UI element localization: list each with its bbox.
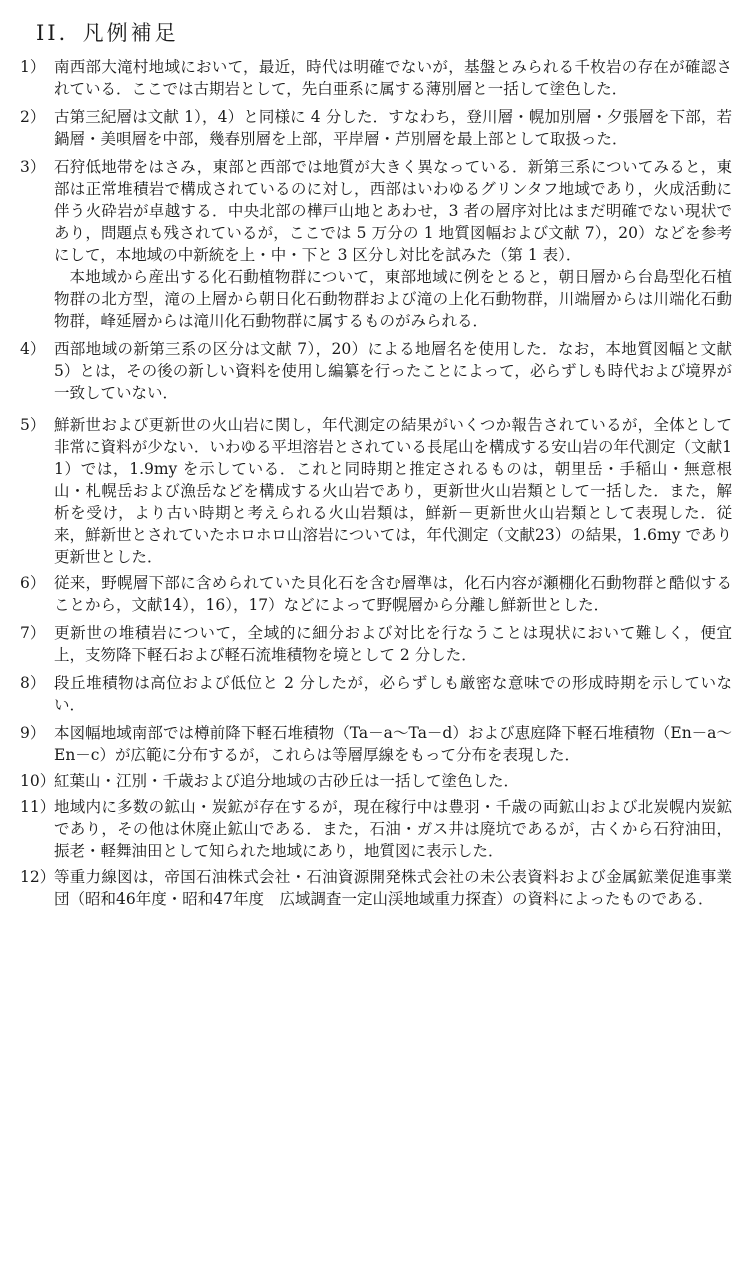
note-number: 11）	[20, 798, 56, 816]
note-12	[20, 866, 732, 910]
note-number: 9）	[20, 724, 46, 742]
note-1	[20, 56, 732, 100]
note-text: 古第三紀層は文献 1），4）と同様に 4 分した．すなわち，登川層・幌加別層・夕張層を下部，若鍋層・美唄層を中部，幾春別層を上部，平岸層・芦別層を最上部として取扱った．	[54, 108, 732, 148]
note-number: 4）	[20, 340, 46, 358]
note-text: 本図幅地域南部では樽前降下軽石堆積物（Ta－a～Ta－d）および恵庭降下軽石堆積物（En－a～En－c）が広範に分布するが，これらは等層厚線をもって分布を表現した．	[54, 724, 732, 764]
note-number: 12）	[20, 868, 56, 886]
note-number: 5）	[20, 416, 46, 434]
note-10	[20, 770, 732, 792]
note-text: 地域内に多数の鉱山・炭鉱が存在するが，現在稼行中は豊羽・千歳の両鉱山および北炭幌内炭鉱であり，その他は休廃止鉱山である．また，石油・ガス井は廃坑であるが，古くから石狩油田，振老・軽舞油田として知られた地域にあり，地質図に表示した．	[54, 798, 732, 860]
legend-notes-list	[20, 56, 732, 910]
note-11	[20, 796, 732, 862]
note-text: 等重力線図は，帝国石油株式会社・石油資源開発株式会社の未公表資料および金属鉱業促進事業団（昭和46年度・昭和47年度 広域調査一定山渓地域重力探査）の資料によったものである．	[54, 868, 732, 908]
note-number: 2）	[20, 108, 46, 126]
note-text: 南西部大滝村地域において，最近，時代は明確でないが，基盤とみられる千枚岩の存在が確認されている．ここでは古期岩として，先白亜系に属する薄別層と一括して塗色した．	[54, 58, 732, 98]
note-text: 更新世の堆積岩について，全域的に細分および対比を行なうことは現状において難しく，便宜上，支笏降下軽石および軽石流堆積物を境として 2 分した．	[54, 624, 732, 664]
note-2	[20, 106, 732, 150]
note-7	[20, 622, 732, 666]
note-number: 8）	[20, 674, 46, 692]
note-number: 3）	[20, 158, 46, 176]
note-text: 鮮新世および更新世の火山岩に関し，年代測定の結果がいくつか報告されているが，全体として非常に資料が少ない．いわゆる平坦溶岩とされている長尾山を構成する安山岩の年代測定（文献11）では，1.9my を示している．これと同時期と推定されるものは，朝里岳・手稲山・無意根山・札幌岳および漁岳などを構成する火山岩であり，更新世火山岩類として一括した．また，解析を受け，より古い時期と考えられる火山岩類は，鮮新－更新世火山岩類として表現した．従来，鮮新世とされていたホロホロ山溶岩については，年代測定（文献23）の結果，1.6my であり更新世とした．	[54, 416, 732, 566]
note-text: 西部地域の新第三系の区分は文献 7），20）による地層名を使用した．なお，本地質図幅と文献 5）とは，その後の新しい資料を使用し編纂を行ったことによって，必らずしも時代および境界が一致していない．	[54, 340, 732, 402]
note-text: 段丘堆積物は高位および低位と 2 分したが，必らずしも厳密な意味での形成時期を示していない．	[54, 674, 732, 714]
note-5	[20, 414, 732, 568]
note-9	[20, 722, 732, 766]
note-6	[20, 572, 732, 616]
note-text-continued: 本地域から産出する化石動植物群について，東部地域に例をとると，朝日層から台島型化石植物群の北方型，滝の上層から朝日化石動物群および滝の上化石動物群，川端層からは川端化石動物群，峰延層からは滝川化石動物群に属するものがみられる．	[54, 268, 732, 330]
note-text: 石狩低地帯をはさみ，東部と西部では地質が大きく異なっている．新第三系についてみると，東部は正常堆積岩で構成されているのに対し，西部はいわゆるグリンタフ地域であり，火成活動に伴う火砕岩が卓越する．中央北部の樺戸山地とあわせ，3 者の層序対比はまだ明確でない現状であり，問題点も残されているが，ここでは 5 万分の 1 地質図幅および文献 7），20）などを参考にして，本地域の中新統を上・中・下と 3 区分し対比を試みた（第 1 表）．	[54, 158, 732, 264]
note-3	[20, 156, 732, 332]
note-text: 紅葉山・江別・千歳および追分地域の古砂丘は一括して塗色した．	[54, 772, 520, 790]
note-number: 6）	[20, 574, 46, 592]
note-number: 7）	[20, 624, 46, 642]
note-number: 1）	[20, 58, 46, 76]
note-number: 10）	[20, 772, 56, 790]
note-text: 従来，野幌層下部に含められていた貝化石を含む層準は，化石内容が瀬棚化石動物群と酷似することから，文献14），16），17）などによって野幌層から分離し鮮新世とした．	[54, 574, 732, 614]
note-8	[20, 672, 732, 716]
note-4	[20, 338, 732, 404]
section-heading: II．凡例補足	[36, 21, 179, 45]
